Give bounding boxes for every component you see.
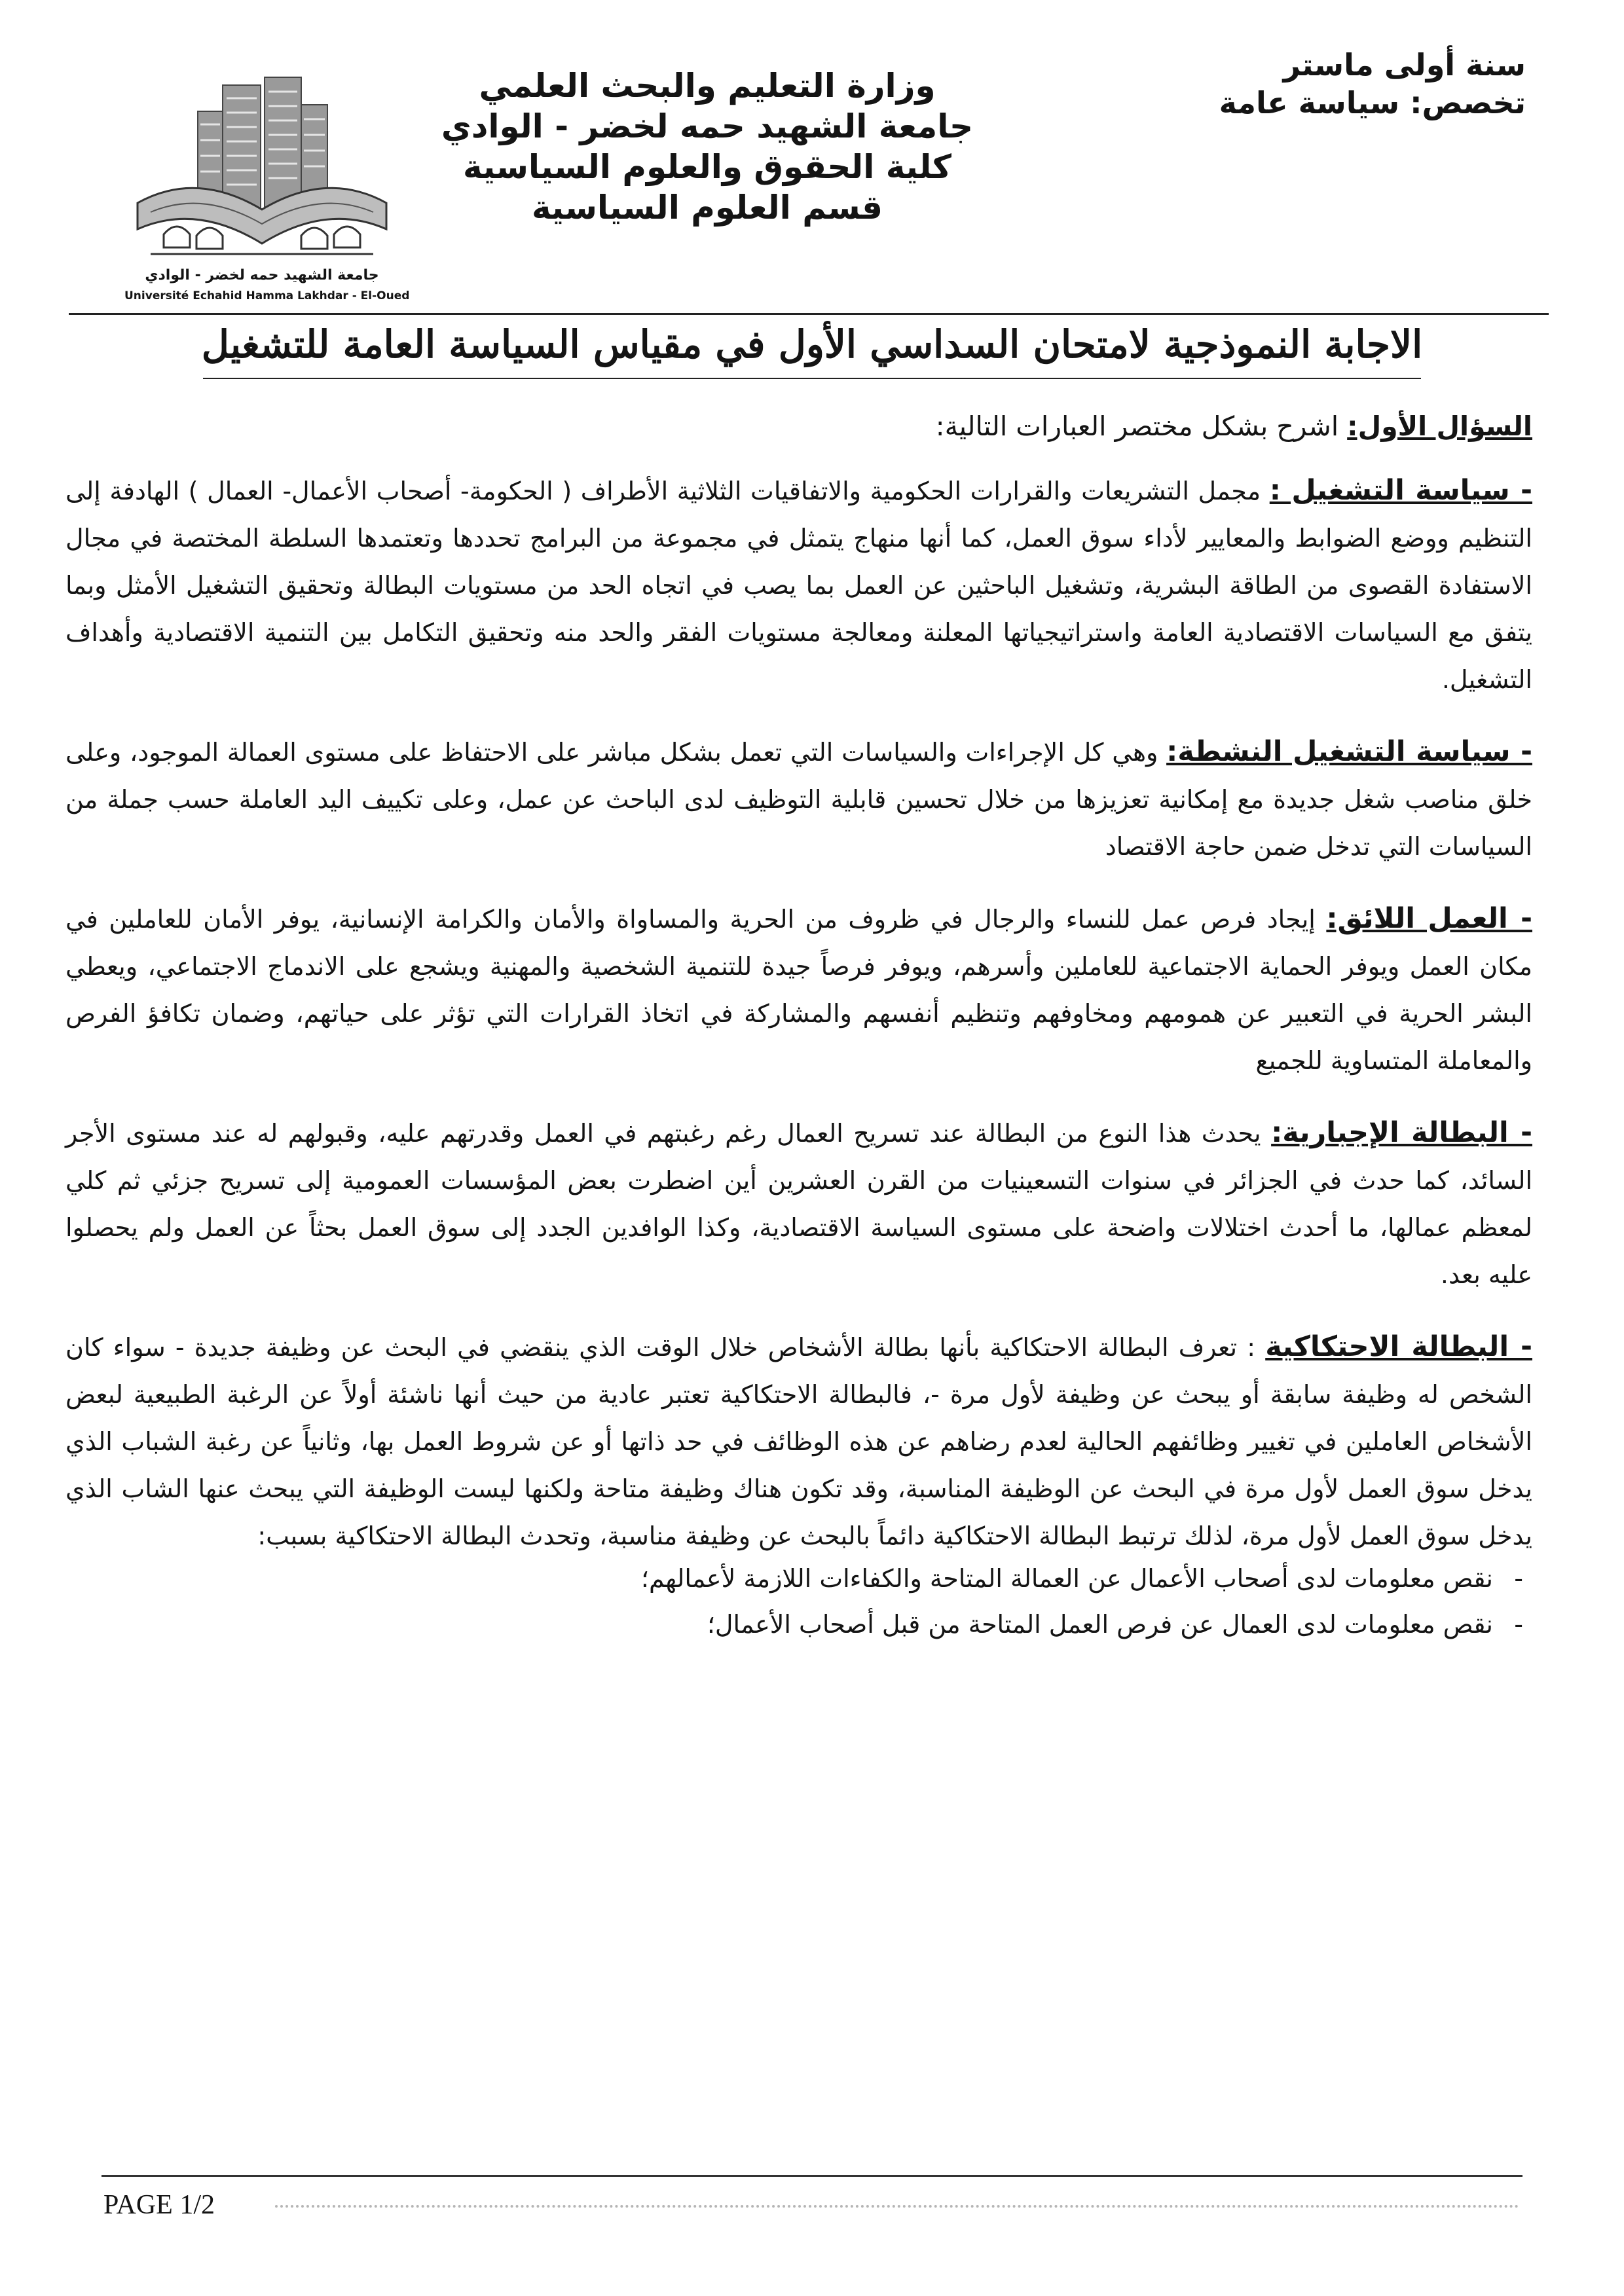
definition-frictional-unemployment: : تعرف البطالة الاحتكاكية بأنها بطالة الأشخاص خلال الوقت الذي ينقضي في البحث عن وظيفة جديدة - سواء كان الشخص له وظيفة سابقة أو يبحث عن وظيفة لأول مرة -، فالبطالة الاحتكاكية تعتبر عادية من حيث أنها ناشئة أولاً عن الرغبة الطبيعية لبعض الأشخاص العاملين في تغيير وظائفهم الحالية لعدم رضاهم عن هذه الوظائف في حد ذاتها أو عن شروط العمل بها، وثانياً عن رغبة الشباب الذي يدخل سوق العمل لأول مرة في البحث عن الوظيفة المناسبة، وقد تكون هناك وظيفة متاحة ولكنها ليست الوظيفة التي يبحث عنها الشاب الذي يدخل سوق العمل لأول مرة، لذلك ترتبط البطالة الاحتكاكية دائماً بالبحث عن وظيفة مناسبة، وتحدث البطالة الاحتكاكية بسبب: (65, 1333, 1532, 1550)
program-level: سنة أولى ماستر (1283, 47, 1526, 82)
term-involuntary-unemployment: - البطالة الإجبارية: (1271, 1116, 1532, 1149)
section-frictional-unemployment (65, 1323, 1532, 1559)
section-employment-policy (65, 467, 1532, 703)
header-divider (69, 313, 1549, 315)
term-employment-policy: - سياسة التشغيل : (1269, 474, 1532, 507)
term-decent-work: - العمل اللائق: (1326, 902, 1532, 935)
question-label: السؤال الأول: (1347, 410, 1532, 442)
document-body (65, 403, 1532, 1647)
term-frictional-unemployment: - البطالة الاحتكاكية (1265, 1330, 1532, 1363)
section-decent-work (65, 895, 1532, 1084)
page-title: الاجابة النموذجية لامتحان السداسي الأول في مقياس السياسة العامة للتشغيل (201, 322, 1423, 367)
program-info (1172, 46, 1526, 122)
logo-french-text: Université Echahid Hamma Lakhdar - El-Oued (124, 289, 410, 302)
question-text: اشرح بشكل مختصر العبارات التالية: (935, 410, 1348, 442)
faculty-name: كلية الحقوق والعلوم السياسية (463, 148, 951, 186)
term-active-employment-policy: - سياسة التشغيل النشطة: (1166, 735, 1532, 768)
definition-employment-policy: مجمل التشريعات والقرارات الحكومية والاتفاقيات الثلاثية الأطراف ( الحكومة- أصحاب الأعمال- العمال ) الهادفة إلى التنظيم ووضع الضوابط والمعايير لأداء سوق العمل، كما أنها منهاج يتمثل في مجموعة من البرامج تحددها وتعتمدها السلطة المختصة في مجال الاستفادة القصوى من الطاقة البشرية، وتشغيل الباحثين عن العمل بما يصب في اتجاه الحد من مستويات البطالة وتحقيق التشغيل الأمثل وبما يتفق مع السياسات الاقتصادية العامة واستراتيجياتها المعلنة ومعالجة مستويات الفقر والحد منه وتحقيق التكامل بين التنمية الاقتصادية وأهداف التشغيل. (65, 477, 1532, 694)
list-item: - نقص معلومات لدى أصحاب الأعمال عن العمالة المتاحة والكفاءات اللازمة لأعمالهم؛ (65, 1556, 1532, 1601)
specialty: تخصص: سياسة عامة (1219, 85, 1526, 120)
footer-bleed-through (275, 2205, 1519, 2214)
causes-list (65, 1556, 1532, 1647)
definition-decent-work: إيجاد فرص عمل للنساء والرجال في ظروف من الحرية والمساواة والأمان والكرامة الإنسانية، يوفر الأمان للعاملين في مكان العمل ويوفر الحماية الاجتماعية للعاملين وأسرهم، ويوفر فرصاً جيدة للتنمية الشخصية والمهنية ويشجع على الاندماج الاجتماعي، ويعطي البشر الحرية في التعبير عن همومهم ومخاوفهم وتنظيم أنفسهم والمشاركة في اتخاذ القرارات التي تؤثر على حياتهم، وضمان تكافؤ الفرص والمعاملة المتساوية للجميع (65, 905, 1532, 1075)
page-number: PAGE 1/2 (103, 2190, 215, 2220)
university-name: جامعة الشهيد حمه لخضر - الوادي (441, 107, 974, 145)
department-name: قسم العلوم السياسية (531, 189, 883, 227)
section-active-employment-policy (65, 728, 1532, 870)
definition-active-employment-policy: وهي كل الإجراءات والسياسات التي تعمل بشكل مباشر على الاحتفاظ على مستوى العمالة الموجود، وعلى خلق مناصب شغل جديدة مع إمكانية تعزيزها من خلال تحسين قابلية التوظيف لدى الباحث عن عمل، وعلى تكييف اليد العاملة حسب جملة من السياسات التي تدخل ضمن حاجة الاقتصاد (65, 738, 1532, 861)
university-building-icon (124, 72, 399, 268)
university-logo (124, 72, 410, 314)
list-item: - نقص معلومات لدى العمال عن فرص العمل المتاحة من قبل أصحاب الأعمال؛ (65, 1601, 1532, 1647)
footer-divider (101, 2175, 1522, 2177)
logo-arabic-text: جامعة الشهيد حمه لخضر - الوادي (145, 267, 379, 283)
section-involuntary-unemployment (65, 1109, 1532, 1298)
definition-involuntary-unemployment: يحدث هذا النوع من البطالة عند تسريح العمال رغم رغبتهم في العمل وقدرتهم عليه، وقبولهم له عند مستوى الأجر السائد، كما حدث في الجزائر في سنوات التسعينيات من القرن العشرين أين اضطرت بعض المؤسسات العمومية إلى تسريح جزئي ثم كلي لمعظم عمالها، ما أحدث اختلالات واضحة على مستوى السياسة الاقتصادية، وكذا الوافدين الجدد إلى سوق العمل بحثاً عن العمل ولم يحصلوا عليه بعد. (65, 1119, 1532, 1289)
question-heading (65, 403, 1532, 450)
institution-block (406, 65, 1008, 228)
title-underline (203, 378, 1421, 379)
ministry-name: وزارة التعليم والبحث العلمي (479, 67, 936, 105)
